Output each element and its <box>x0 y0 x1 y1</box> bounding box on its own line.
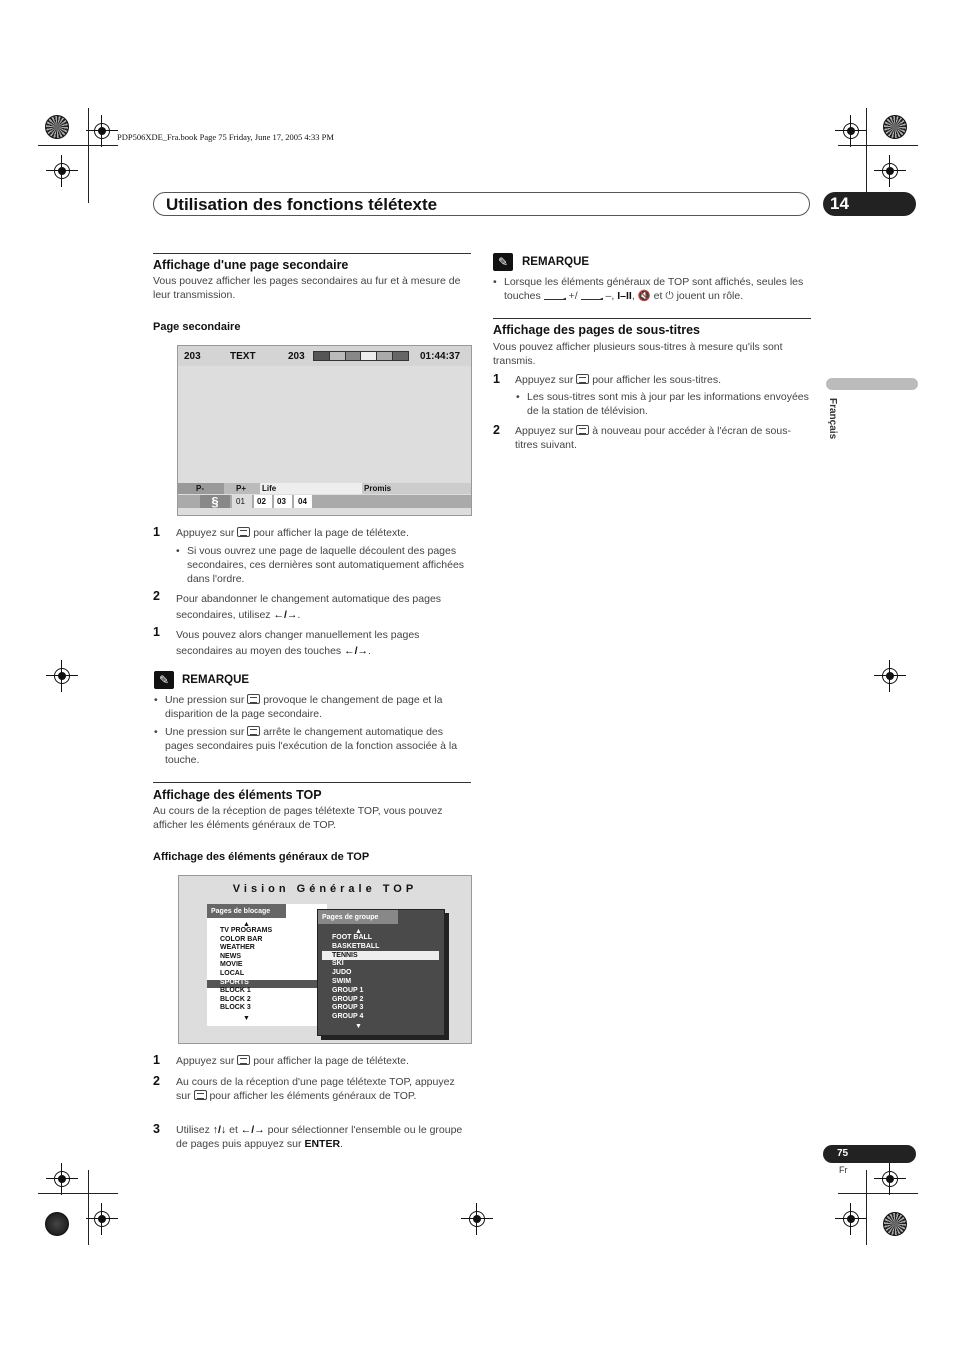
step-number: 1 <box>153 625 160 639</box>
subsection-title: Affichage des éléments généraux de TOP <box>153 851 370 863</box>
section-title-secondary-page: Affichage d'une page secondaire <box>153 258 349 272</box>
group-pages-label: Pages de groupe <box>318 910 398 924</box>
note-bullet: • Une pression sur provoque le changement de page et la disparition de la page secondaire. <box>165 694 471 722</box>
crosshair-icon <box>461 1203 493 1235</box>
mode-label: TEXT <box>230 351 256 362</box>
step-number: 2 <box>493 423 500 437</box>
step-text: Appuyez sur pour afficher les sous-titres. <box>515 374 721 386</box>
block-list: TV PROGRAMS COLOR BAR WEATHER NEWS MOVIE LOCAL SPORTS BLOCK 1 BLOCK 2 BLOCK 3 <box>220 927 273 1012</box>
note-pencil-icon: ✎ <box>493 253 513 271</box>
step-text: Pour abandonner le changement automatique des pages secondaires, utilisez ←/→. <box>176 593 442 622</box>
mute-icon: 🔇 <box>637 289 651 302</box>
top-overview-title: Vision Générale TOP <box>232 883 418 895</box>
crosshair-icon <box>86 1203 118 1235</box>
page-number: 75 <box>823 1145 916 1163</box>
step-number: 2 <box>153 1074 160 1088</box>
volume-icon <box>544 290 566 300</box>
current-page: 203 <box>288 351 305 362</box>
left-right-arrow-icon: ←/→ <box>344 645 369 658</box>
top-overview-illustration <box>178 875 472 1044</box>
group-pages-panel <box>317 909 445 1036</box>
book-info: PDP506XDE_Fra.book Page 75 Friday, June 17, 2005 4:33 PM <box>117 132 334 142</box>
p-minus-label: P- <box>196 484 204 493</box>
subsection-title: Page secondaire <box>153 321 241 333</box>
crosshair-icon <box>874 660 906 692</box>
p-plus-label: P+ <box>236 484 247 493</box>
subpage-04: 04 <box>298 497 307 506</box>
crosshair-icon <box>874 155 906 187</box>
note-pencil-icon: ✎ <box>154 671 174 689</box>
left-right-arrow-icon: ←/→ <box>273 609 298 622</box>
subpage-02: 02 <box>257 497 266 506</box>
teletext-header-row <box>178 346 471 366</box>
teletext-screen-illustration <box>177 345 472 516</box>
fastext-promis: Promis <box>364 484 392 493</box>
scroll-down-icon: ▼ <box>355 1023 362 1030</box>
block-pages-panel <box>207 904 327 1026</box>
step-number: 1 <box>493 372 500 386</box>
colour-bar <box>313 351 409 361</box>
index-button-icon <box>194 1090 207 1100</box>
subpage-03: 03 <box>277 497 286 506</box>
hold-button-icon <box>247 726 260 736</box>
step-bullet: • Si vous ouvrez une page de laquelle découlent des pages secondaires, ces dernières sont automatiquement affichées dans l'ordre. <box>187 545 471 587</box>
note-heading: REMARQUE <box>182 674 250 686</box>
volume-icon <box>581 290 603 300</box>
registration-rose-icon <box>883 1212 907 1236</box>
registration-rose-icon <box>45 115 69 139</box>
crosshair-icon <box>874 1163 906 1195</box>
block-pages-label: Pages de blocage <box>207 904 286 918</box>
page-number: 203 <box>184 351 201 362</box>
language-label: Français <box>827 398 839 440</box>
step-text: Utilisez ↑/↓ et ←/→ pour sélectionner l'ensemble ou le groupe de pages puis appuyez sur ENTER. <box>176 1124 463 1150</box>
section-intro: Au cours de la réception de pages télétexte TOP, vous pouvez afficher les éléments généraux de TOP. <box>153 805 443 831</box>
crosshair-icon <box>46 155 78 187</box>
section-rule <box>153 782 471 783</box>
fastext-row <box>178 483 471 494</box>
section-title-subtitles: Affichage des pages de sous-titres <box>493 323 701 337</box>
section-intro: Vous pouvez afficher plusieurs sous-titres à mesure qu'ils sont transmis. <box>493 341 783 367</box>
subpage-01: 01 <box>236 497 245 506</box>
page-up-down-button-icon <box>247 694 260 704</box>
step-number: 1 <box>153 525 160 539</box>
step-text: Appuyez sur pour afficher la page de télétexte. <box>176 527 409 539</box>
step-text: Au cours de la réception d'une page télétexte TOP, appuyez sur pour afficher les éléments généraux de TOP. <box>176 1076 455 1102</box>
scroll-up-icon: ▲ <box>243 921 250 928</box>
crosshair-icon <box>835 1203 867 1235</box>
clock: 01:44:37 <box>420 351 461 362</box>
step-number: 2 <box>153 589 160 603</box>
registration-rose-icon <box>45 1212 69 1236</box>
step-bullet: • Les sous-titres sont mis à jour par les informations envoyées de la station de télévision. <box>527 391 811 419</box>
step-text: Vous pouvez alors changer manuellement les pages secondaires au moyen des touches ←/→. <box>176 629 420 658</box>
step-number: 3 <box>153 1122 160 1136</box>
scroll-up-icon: ▲ <box>355 928 362 935</box>
power-icon: ⏻ <box>665 289 674 302</box>
dual-sound-icon: I–II <box>617 289 632 302</box>
up-down-arrow-icon: ↑/↓ <box>212 1124 227 1136</box>
subtitle-button-icon <box>576 374 589 384</box>
step-text: Appuyez sur à nouveau pour accéder à l'écran de sous-titres suivant. <box>515 425 791 451</box>
step-text: Appuyez sur pour afficher la page de télétexte. <box>176 1055 409 1067</box>
note-bullet: • Lorsque les éléments généraux de TOP sont affichés, seules les touches +/ –, I–II, 🔇 et ⏻ jouent un rôle. <box>504 276 811 304</box>
subtitle-button-icon <box>576 425 589 435</box>
crosshair-icon <box>835 115 867 147</box>
chapter-title: Utilisation des fonctions télétexte <box>166 195 438 214</box>
registration-rose-icon <box>883 115 907 139</box>
page-language-code: Fr <box>839 1165 848 1175</box>
subpage-row <box>178 495 471 508</box>
step-number: 1 <box>153 1053 160 1067</box>
crosshair-icon <box>46 660 78 692</box>
section-title-top: Affichage des éléments TOP <box>153 788 322 802</box>
chapter-header <box>153 192 810 216</box>
group-list: FOOT BALL BASKETBALL TENNIS SKI JUDO SWIM GROUP 1 GROUP 2 GROUP 3 GROUP 4 <box>332 934 380 1021</box>
section-intro: Vous pouvez afficher les pages secondaires au fur et à mesure de leur transmission. <box>153 275 461 301</box>
teletext-button-icon <box>237 1055 250 1065</box>
section-rule <box>153 253 471 254</box>
teletext-button-icon <box>237 527 250 537</box>
left-right-arrow-icon: ←/→ <box>240 1124 265 1136</box>
crosshair-icon <box>86 115 118 147</box>
language-tab <box>826 378 918 390</box>
note-bullet: • Une pression sur arrête le changement automatique des pages secondaires puis l'exécution de la fonction associée à la touche. <box>165 726 471 768</box>
scroll-down-icon: ▼ <box>243 1015 250 1022</box>
section-rule <box>493 318 811 319</box>
chapter-number: 14 <box>823 192 916 216</box>
subpage-cycle-icon: § <box>200 495 230 508</box>
crosshair-icon <box>46 1163 78 1195</box>
note-heading: REMARQUE <box>522 256 590 268</box>
fastext-life: Life <box>262 484 277 493</box>
